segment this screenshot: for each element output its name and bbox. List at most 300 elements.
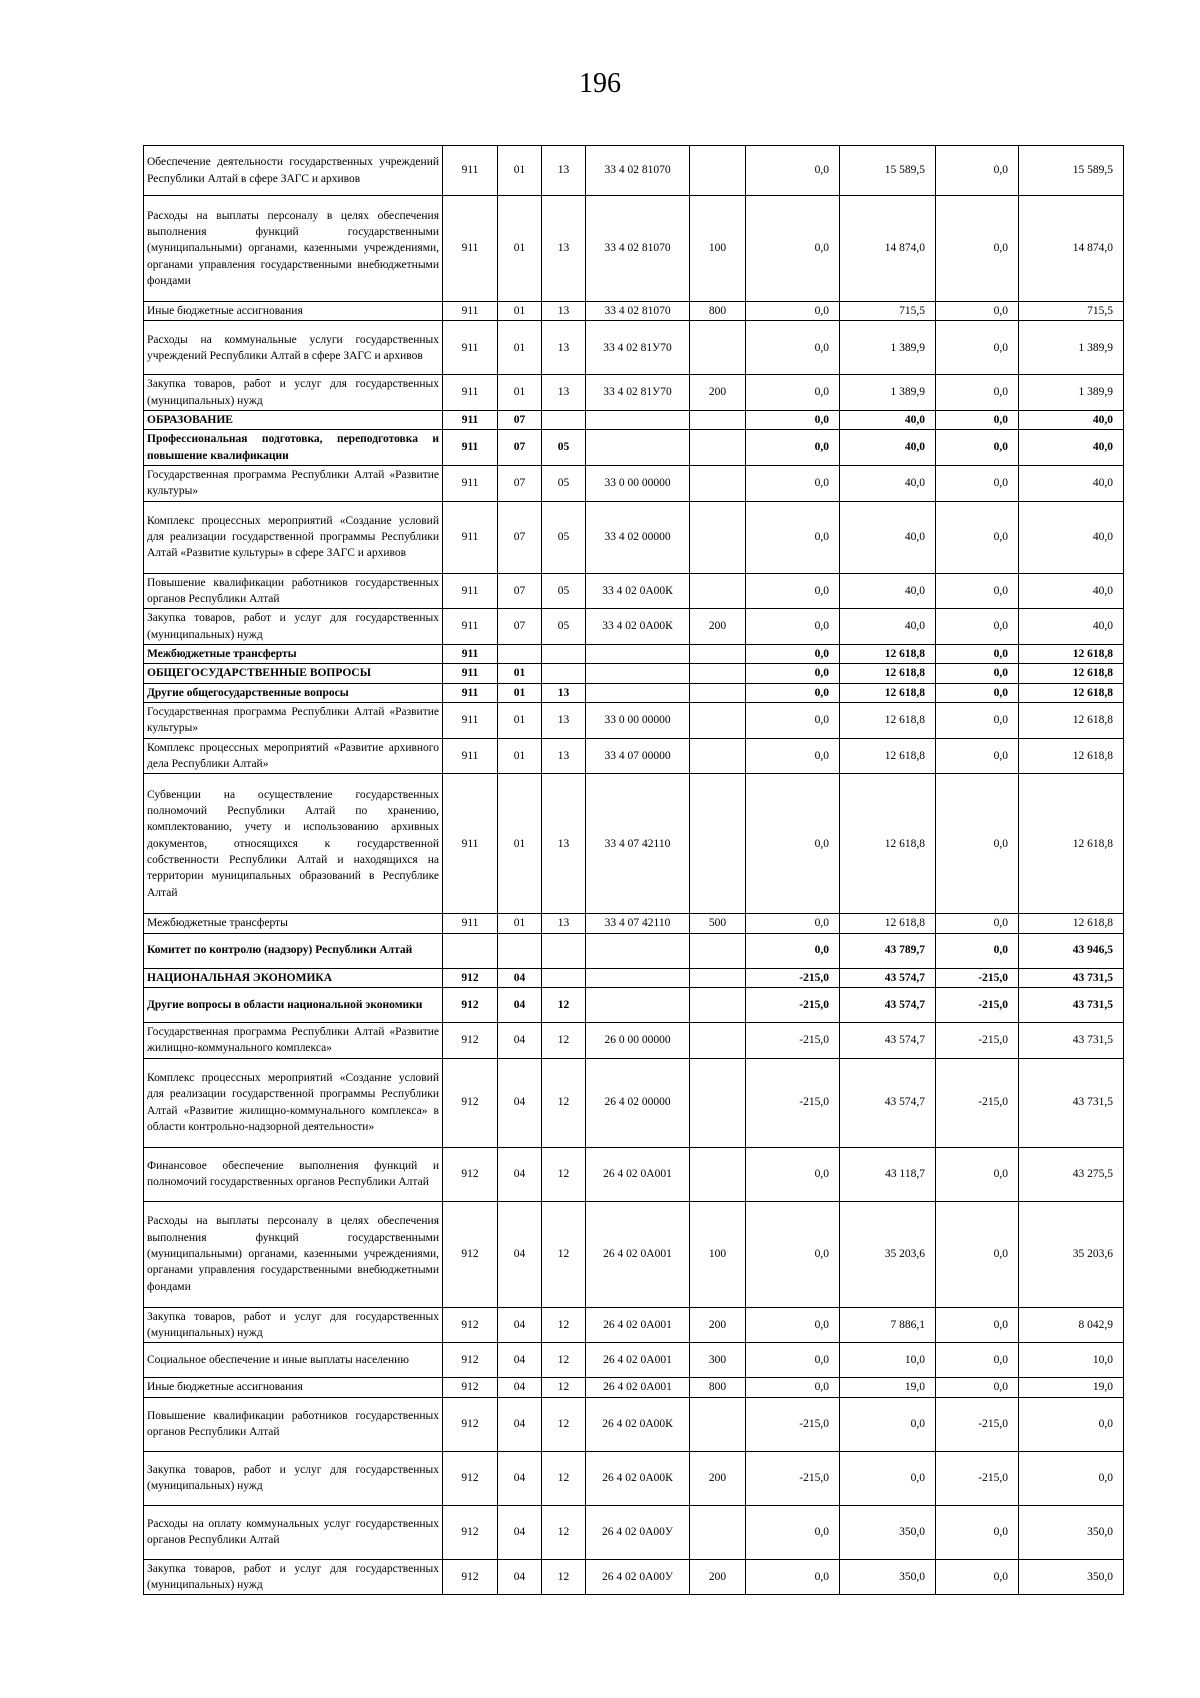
subsection-code: 13: [542, 738, 586, 774]
expense-type-code: 800: [690, 302, 746, 321]
subsection-code: 12: [542, 1307, 586, 1343]
value-1: 0,0: [746, 933, 840, 968]
row-name: Межбюджетные трансферты: [144, 644, 443, 663]
subsection-code: 12: [542, 1378, 586, 1397]
row-name: Закупка товаров, работ и услуг для государственных (муниципальных) нужд: [144, 375, 443, 411]
row-name: Закупка товаров, работ и услуг для государственных (муниципальных) нужд: [144, 609, 443, 645]
budget-table-body: [144, 146, 1124, 1595]
target-item-code: 26 4 02 0А001: [586, 1307, 690, 1343]
value-3: 0,0: [936, 375, 1019, 411]
table-row: [144, 1505, 1124, 1559]
value-1: 0,0: [746, 1201, 840, 1307]
ved-code: 911: [443, 683, 498, 702]
ved-code: 912: [443, 1343, 498, 1378]
section-code: 04: [498, 1378, 542, 1397]
section-code: 07: [498, 501, 542, 573]
value-1: 0,0: [746, 302, 840, 321]
table-row: [144, 196, 1124, 302]
expense-type-code: 200: [690, 1559, 746, 1595]
table-row: [144, 321, 1124, 375]
value-2: 350,0: [840, 1559, 936, 1595]
value-3: 0,0: [936, 196, 1019, 302]
value-4: 40,0: [1019, 430, 1124, 466]
value-2: 40,0: [840, 501, 936, 573]
target-item-code: 33 4 02 00000: [586, 501, 690, 573]
expense-type-code: 200: [690, 1307, 746, 1343]
value-2: 40,0: [840, 573, 936, 609]
target-item-code: [586, 410, 690, 429]
subsection-code: 12: [542, 987, 586, 1022]
value-3: 0,0: [936, 683, 1019, 702]
row-name: Закупка товаров, работ и услуг для государственных (муниципальных) нужд: [144, 1307, 443, 1343]
value-4: 15 589,5: [1019, 146, 1124, 196]
target-item-code: 26 4 02 0А001: [586, 1201, 690, 1307]
section-code: 01: [498, 702, 542, 738]
expense-type-code: [690, 573, 746, 609]
value-1: 0,0: [746, 664, 840, 683]
value-4: 12 618,8: [1019, 774, 1124, 914]
value-4: 19,0: [1019, 1378, 1124, 1397]
ved-code: [443, 933, 498, 968]
value-3: 0,0: [936, 146, 1019, 196]
subsection-code: 05: [542, 609, 586, 645]
value-1: 0,0: [746, 1505, 840, 1559]
section-code: 01: [498, 914, 542, 933]
table-row: [144, 774, 1124, 914]
row-name: ОБЩЕГОСУДАРСТВЕННЫЕ ВОПРОСЫ: [144, 664, 443, 683]
value-3: 0,0: [936, 1307, 1019, 1343]
value-4: 12 618,8: [1019, 914, 1124, 933]
subsection-code: [542, 933, 586, 968]
table-row: [144, 968, 1124, 987]
target-item-code: [586, 987, 690, 1022]
row-name: Социальное обеспечение и иные выплаты населению: [144, 1343, 443, 1378]
target-item-code: 26 4 02 0А00У: [586, 1505, 690, 1559]
value-1: 0,0: [746, 1378, 840, 1397]
ved-code: 911: [443, 410, 498, 429]
row-name: Закупка товаров, работ и услуг для государственных (муниципальных) нужд: [144, 1451, 443, 1505]
subsection-code: 12: [542, 1505, 586, 1559]
subsection-code: [542, 410, 586, 429]
subsection-code: 13: [542, 774, 586, 914]
value-2: 19,0: [840, 1378, 936, 1397]
value-3: 0,0: [936, 914, 1019, 933]
value-1: 0,0: [746, 702, 840, 738]
value-1: -215,0: [746, 1058, 840, 1147]
subsection-code: 13: [542, 321, 586, 375]
value-1: 0,0: [746, 683, 840, 702]
subsection-code: 12: [542, 1201, 586, 1307]
section-code: 04: [498, 1451, 542, 1505]
target-item-code: 26 4 02 0А00К: [586, 1451, 690, 1505]
target-item-code: 33 4 02 0А00К: [586, 609, 690, 645]
value-4: 12 618,8: [1019, 644, 1124, 663]
target-item-code: 26 4 02 00000: [586, 1058, 690, 1147]
subsection-code: 13: [542, 375, 586, 411]
expense-type-code: [690, 968, 746, 987]
value-2: 1 389,9: [840, 375, 936, 411]
section-code: 04: [498, 1343, 542, 1378]
section-code: 04: [498, 1147, 542, 1201]
value-2: 15 589,5: [840, 146, 936, 196]
expense-type-code: 300: [690, 1343, 746, 1378]
expense-type-code: [690, 774, 746, 914]
value-4: 40,0: [1019, 410, 1124, 429]
value-1: 0,0: [746, 410, 840, 429]
value-1: 0,0: [746, 609, 840, 645]
value-1: 0,0: [746, 573, 840, 609]
section-code: 07: [498, 430, 542, 466]
target-item-code: 33 4 07 42110: [586, 914, 690, 933]
subsection-code: 13: [542, 302, 586, 321]
target-item-code: [586, 644, 690, 663]
value-1: 0,0: [746, 1559, 840, 1595]
target-item-code: 33 4 02 81У70: [586, 375, 690, 411]
section-code: 04: [498, 1058, 542, 1147]
target-item-code: 33 4 02 81070: [586, 302, 690, 321]
expense-type-code: [690, 1505, 746, 1559]
expense-type-code: [690, 738, 746, 774]
value-3: 0,0: [936, 430, 1019, 466]
value-2: 40,0: [840, 465, 936, 501]
value-1: 0,0: [746, 430, 840, 466]
value-3: 0,0: [936, 774, 1019, 914]
ved-code: 911: [443, 501, 498, 573]
expense-type-code: [690, 683, 746, 702]
expense-type-code: 100: [690, 1201, 746, 1307]
value-3: 0,0: [936, 302, 1019, 321]
value-1: 0,0: [746, 465, 840, 501]
value-2: 43 789,7: [840, 933, 936, 968]
target-item-code: 26 0 00 00000: [586, 1022, 690, 1058]
value-4: 43 731,5: [1019, 1058, 1124, 1147]
row-name: Расходы на выплаты персоналу в целях обеспечения выполнения функций государственными (муниципальными) органами, казенными учреждениями, органами управления государственными внебюджетными фондами: [144, 1201, 443, 1307]
ved-code: 911: [443, 573, 498, 609]
expense-type-code: 200: [690, 375, 746, 411]
section-code: 04: [498, 968, 542, 987]
target-item-code: 26 4 02 0А00У: [586, 1559, 690, 1595]
value-3: 0,0: [936, 1559, 1019, 1595]
page-number: 196: [579, 68, 621, 99]
expense-type-code: 500: [690, 914, 746, 933]
value-4: 40,0: [1019, 465, 1124, 501]
ved-code: 912: [443, 1451, 498, 1505]
value-1: -215,0: [746, 1022, 840, 1058]
row-name: Комплекс процессных мероприятий «Создание условий для реализации государственной программы Республики Алтай «Развитие культуры» в сфере ЗАГС и архивов: [144, 501, 443, 573]
value-3: 0,0: [936, 1505, 1019, 1559]
value-1: 0,0: [746, 1147, 840, 1201]
target-item-code: 26 4 02 0А001: [586, 1343, 690, 1378]
value-3: 0,0: [936, 1343, 1019, 1378]
target-item-code: [586, 683, 690, 702]
value-2: 40,0: [840, 430, 936, 466]
value-2: 7 886,1: [840, 1307, 936, 1343]
section-code: 04: [498, 987, 542, 1022]
value-2: 1 389,9: [840, 321, 936, 375]
value-3: 0,0: [936, 1378, 1019, 1397]
value-4: 40,0: [1019, 573, 1124, 609]
expense-type-code: 200: [690, 1451, 746, 1505]
value-4: 350,0: [1019, 1559, 1124, 1595]
subsection-code: 13: [542, 146, 586, 196]
value-3: 0,0: [936, 465, 1019, 501]
section-code: 04: [498, 1201, 542, 1307]
ved-code: 912: [443, 1201, 498, 1307]
subsection-code: 13: [542, 914, 586, 933]
target-item-code: 33 0 00 00000: [586, 702, 690, 738]
table-row: [144, 1343, 1124, 1378]
ved-code: 911: [443, 644, 498, 663]
table-row: [144, 1378, 1124, 1397]
section-code: 07: [498, 573, 542, 609]
value-2: 43 574,7: [840, 987, 936, 1022]
value-1: 0,0: [746, 738, 840, 774]
expense-type-code: [690, 933, 746, 968]
subsection-code: 12: [542, 1343, 586, 1378]
value-3: -215,0: [936, 1397, 1019, 1451]
expense-type-code: [690, 1397, 746, 1451]
section-code: 01: [498, 774, 542, 914]
value-2: 12 618,8: [840, 644, 936, 663]
value-4: 0,0: [1019, 1451, 1124, 1505]
ved-code: 911: [443, 375, 498, 411]
section-code: 07: [498, 609, 542, 645]
value-4: 1 389,9: [1019, 321, 1124, 375]
value-1: 0,0: [746, 774, 840, 914]
ved-code: 911: [443, 196, 498, 302]
table-row: [144, 146, 1124, 196]
subsection-code: 13: [542, 702, 586, 738]
table-row: [144, 664, 1124, 683]
expense-type-code: [690, 1022, 746, 1058]
budget-table: [143, 145, 1124, 1595]
value-3: 0,0: [936, 933, 1019, 968]
ved-code: 911: [443, 146, 498, 196]
table-row: [144, 302, 1124, 321]
subsection-code: 13: [542, 196, 586, 302]
value-3: -215,0: [936, 1058, 1019, 1147]
ved-code: 912: [443, 1559, 498, 1595]
value-3: -215,0: [936, 1022, 1019, 1058]
target-item-code: [586, 933, 690, 968]
expense-type-code: 100: [690, 196, 746, 302]
expense-type-code: [690, 465, 746, 501]
expense-type-code: [690, 410, 746, 429]
value-3: 0,0: [936, 321, 1019, 375]
expense-type-code: [690, 702, 746, 738]
row-name: Обеспечение деятельности государственных учреждений Республики Алтай в сфере ЗАГС и архивов: [144, 146, 443, 196]
value-2: 350,0: [840, 1505, 936, 1559]
value-1: -215,0: [746, 968, 840, 987]
ved-code: 912: [443, 1022, 498, 1058]
value-4: 715,5: [1019, 302, 1124, 321]
value-1: 0,0: [746, 1307, 840, 1343]
value-4: 12 618,8: [1019, 702, 1124, 738]
value-1: 0,0: [746, 196, 840, 302]
row-name: Иные бюджетные ассигнования: [144, 302, 443, 321]
ved-code: 912: [443, 968, 498, 987]
subsection-code: 05: [542, 430, 586, 466]
table-row: [144, 1307, 1124, 1343]
subsection-code: 05: [542, 501, 586, 573]
value-4: 1 389,9: [1019, 375, 1124, 411]
value-4: 0,0: [1019, 1397, 1124, 1451]
ved-code: 912: [443, 1147, 498, 1201]
value-1: -215,0: [746, 1451, 840, 1505]
value-1: 0,0: [746, 501, 840, 573]
target-item-code: 26 4 02 0А001: [586, 1378, 690, 1397]
subsection-code: 12: [542, 1058, 586, 1147]
value-4: 43 731,5: [1019, 1022, 1124, 1058]
row-name: Финансовое обеспечение выполнения функций и полномочий государственных органов Республики Алтай: [144, 1147, 443, 1201]
subsection-code: 13: [542, 683, 586, 702]
expense-type-code: [690, 430, 746, 466]
table-row: [144, 430, 1124, 466]
value-3: -215,0: [936, 987, 1019, 1022]
table-row: [144, 644, 1124, 663]
subsection-code: [542, 644, 586, 663]
row-name: Другие вопросы в области национальной экономики: [144, 987, 443, 1022]
value-2: 12 618,8: [840, 664, 936, 683]
value-4: 43 946,5: [1019, 933, 1124, 968]
table-row: [144, 1397, 1124, 1451]
ved-code: 911: [443, 774, 498, 914]
section-code: 01: [498, 196, 542, 302]
value-4: 12 618,8: [1019, 738, 1124, 774]
value-2: 40,0: [840, 410, 936, 429]
value-4: 10,0: [1019, 1343, 1124, 1378]
value-4: 40,0: [1019, 501, 1124, 573]
table-row: [144, 1451, 1124, 1505]
value-1: 0,0: [746, 375, 840, 411]
value-1: 0,0: [746, 914, 840, 933]
section-code: 01: [498, 146, 542, 196]
ved-code: 911: [443, 738, 498, 774]
ved-code: 912: [443, 1058, 498, 1147]
table-row: [144, 738, 1124, 774]
section-code: 01: [498, 683, 542, 702]
value-4: 43 731,5: [1019, 968, 1124, 987]
value-4: 14 874,0: [1019, 196, 1124, 302]
expense-type-code: [690, 987, 746, 1022]
row-name: Комплекс процессных мероприятий «Создание условий для реализации государственной программы Республики Алтай «Развитие жилищно-коммунального комплекса» в области контрольно-надзорной деятельности»: [144, 1058, 443, 1147]
value-4: 43 731,5: [1019, 987, 1124, 1022]
value-3: 0,0: [936, 609, 1019, 645]
value-4: 40,0: [1019, 609, 1124, 645]
table-row: [144, 1147, 1124, 1201]
table-row: [144, 609, 1124, 645]
value-2: 12 618,8: [840, 702, 936, 738]
table-row: [144, 465, 1124, 501]
ved-code: 912: [443, 1397, 498, 1451]
table-row: [144, 375, 1124, 411]
section-code: 04: [498, 1397, 542, 1451]
table-row: [144, 1559, 1124, 1595]
target-item-code: [586, 968, 690, 987]
table-row: [144, 702, 1124, 738]
section-code: 04: [498, 1307, 542, 1343]
value-2: 10,0: [840, 1343, 936, 1378]
row-name: Комитет по контролю (надзору) Республики Алтай: [144, 933, 443, 968]
value-2: 14 874,0: [840, 196, 936, 302]
subsection-code: [542, 664, 586, 683]
section-code: 04: [498, 1022, 542, 1058]
target-item-code: 26 4 02 0А001: [586, 1147, 690, 1201]
value-3: 0,0: [936, 702, 1019, 738]
row-name: Повышение квалификации работников государственных органов Республики Алтай: [144, 1397, 443, 1451]
expense-type-code: [690, 1058, 746, 1147]
section-code: 04: [498, 1505, 542, 1559]
row-name: Государственная программа Республики Алтай «Развитие жилищно-коммунального комплекса»: [144, 1022, 443, 1058]
value-4: 350,0: [1019, 1505, 1124, 1559]
expense-type-code: [690, 321, 746, 375]
section-code: 01: [498, 738, 542, 774]
section-code: 01: [498, 321, 542, 375]
value-4: 12 618,8: [1019, 683, 1124, 702]
table-row: [144, 683, 1124, 702]
value-3: 0,0: [936, 664, 1019, 683]
target-item-code: 26 4 02 0А00К: [586, 1397, 690, 1451]
target-item-code: 33 4 02 81070: [586, 196, 690, 302]
expense-type-code: 800: [690, 1378, 746, 1397]
expense-type-code: 200: [690, 609, 746, 645]
subsection-code: 05: [542, 573, 586, 609]
table-row: [144, 914, 1124, 933]
value-3: -215,0: [936, 968, 1019, 987]
ved-code: 912: [443, 1378, 498, 1397]
row-name: Закупка товаров, работ и услуг для государственных (муниципальных) нужд: [144, 1559, 443, 1595]
section-code: 01: [498, 302, 542, 321]
table-row: [144, 501, 1124, 573]
table-row: [144, 1022, 1124, 1058]
target-item-code: 33 0 00 00000: [586, 465, 690, 501]
value-4: 12 618,8: [1019, 664, 1124, 683]
table-row: [144, 933, 1124, 968]
table-row: [144, 410, 1124, 429]
ved-code: 911: [443, 430, 498, 466]
ved-code: 911: [443, 664, 498, 683]
row-name: Повышение квалификации работников государственных органов Республики Алтай: [144, 573, 443, 609]
value-1: 0,0: [746, 644, 840, 663]
ved-code: 911: [443, 321, 498, 375]
value-2: 12 618,8: [840, 774, 936, 914]
row-name: Субвенции на осуществление государственных полномочий Республики Алтай по хранению, комплектованию, учету и использованию архивных документов, относящихся к государственной собственности Республики Алтай и находящихся на территории муниципальных образований в Республике Алтай: [144, 774, 443, 914]
subsection-code: 12: [542, 1451, 586, 1505]
expense-type-code: [690, 664, 746, 683]
value-1: -215,0: [746, 1397, 840, 1451]
ved-code: 912: [443, 987, 498, 1022]
table-row: [144, 1201, 1124, 1307]
target-item-code: 33 4 02 81У70: [586, 321, 690, 375]
value-1: 0,0: [746, 321, 840, 375]
section-code: 04: [498, 1559, 542, 1595]
ved-code: 911: [443, 702, 498, 738]
ved-code: 912: [443, 1505, 498, 1559]
target-item-code: 33 4 07 42110: [586, 774, 690, 914]
value-2: 43 574,7: [840, 968, 936, 987]
target-item-code: 33 4 02 81070: [586, 146, 690, 196]
row-name: Расходы на выплаты персоналу в целях обеспечения выполнения функций государственными (муниципальными) органами, казенными учреждениями, органами управления государственными внебюджетными фондами: [144, 196, 443, 302]
section-code: 01: [498, 375, 542, 411]
value-3: 0,0: [936, 573, 1019, 609]
ved-code: 911: [443, 465, 498, 501]
row-name: Расходы на оплату коммунальных услуг государственных органов Республики Алтай: [144, 1505, 443, 1559]
value-2: 715,5: [840, 302, 936, 321]
value-3: 0,0: [936, 644, 1019, 663]
expense-type-code: [690, 1147, 746, 1201]
row-name: НАЦИОНАЛЬНАЯ ЭКОНОМИКА: [144, 968, 443, 987]
value-2: 43 118,7: [840, 1147, 936, 1201]
